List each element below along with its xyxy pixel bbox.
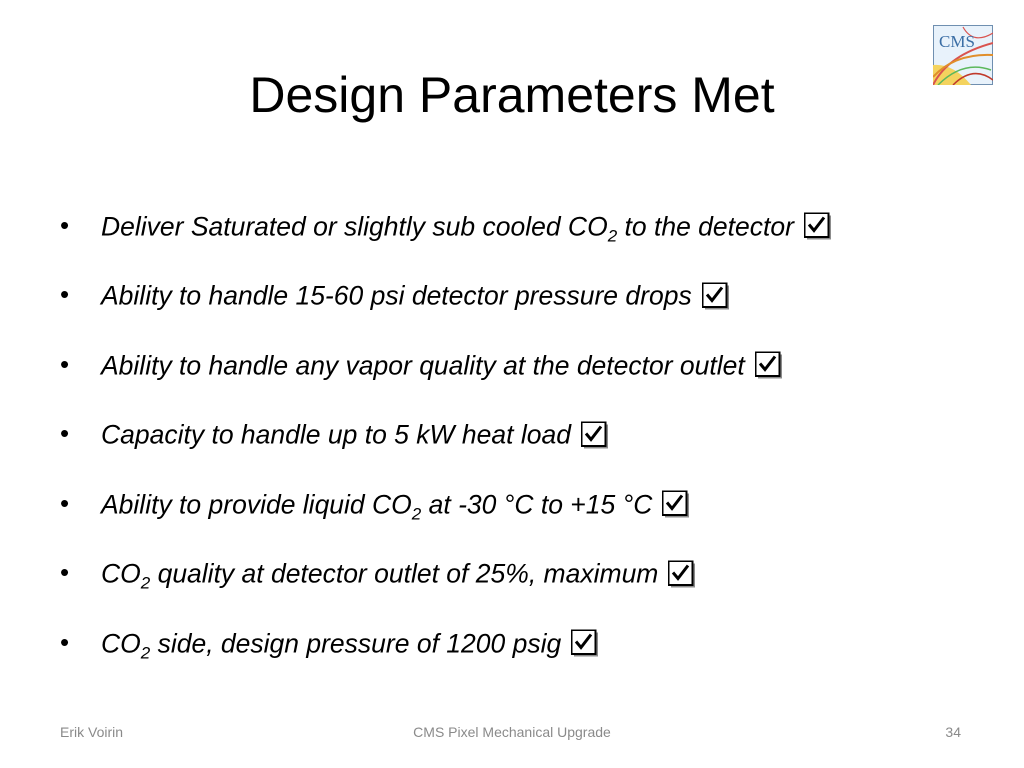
checkbox-checked-icon [571, 630, 597, 656]
bullet-text-part: CO [101, 558, 141, 589]
checkbox-checked-icon [668, 560, 694, 586]
bullet-text-part: Capacity to handle up to 5 kW heat load [101, 419, 571, 450]
bullet-text-part: CO [101, 628, 141, 659]
logo-text: CMS [939, 32, 975, 51]
bullet-item [60, 192, 1000, 262]
bullet-item [60, 540, 1000, 610]
bullet-text [101, 420, 607, 451]
checkbox-checked-icon [662, 491, 688, 517]
subscript: 2 [140, 643, 151, 663]
slide-title: Design Parameters Met [249, 67, 775, 123]
bullet-text-part: at -30 °C to +15 °C [421, 489, 653, 520]
bullet-text-part: to the detector [617, 211, 794, 242]
bullet-item [60, 262, 1000, 332]
bullet-item [60, 609, 1000, 679]
bullet-item [60, 401, 1000, 471]
bullet-item [60, 470, 1000, 540]
subscript: 2 [607, 226, 618, 246]
bullet-text-part: Ability to handle 15-60 psi detector pressure drops [101, 280, 692, 311]
checkbox-checked-icon [755, 352, 781, 378]
bullet-text-part: quality at detector outlet of 25%, maximum [150, 558, 659, 589]
bullet-text-part: Ability to provide liquid CO [101, 489, 412, 520]
bullet-text-part: Ability to handle any vapor quality at the detector outlet [101, 350, 745, 381]
checkbox-checked-icon [702, 282, 728, 308]
bullet-text [101, 489, 688, 524]
bullet-dot-icon: • [60, 487, 70, 518]
bullet-text [101, 350, 781, 381]
bullet-dot-icon: • [60, 209, 70, 240]
bullet-text [101, 281, 728, 312]
bullet-dot-icon: • [60, 348, 70, 379]
checkbox-checked-icon [804, 213, 830, 239]
bullet-item [60, 331, 1000, 401]
footer-page-number: 34 [945, 724, 961, 740]
bullet-dot-icon: • [60, 418, 70, 449]
footer-title: CMS Pixel Mechanical Upgrade [413, 724, 611, 740]
bullet-text-part: side, design pressure of 1200 psig [150, 628, 562, 659]
bullet-text [101, 558, 694, 593]
checkbox-checked-icon [581, 421, 607, 447]
bullet-text [101, 628, 597, 663]
bullet-list [60, 192, 1000, 679]
bullet-dot-icon: • [60, 557, 70, 588]
bullet-text [101, 211, 830, 246]
subscript: 2 [411, 504, 422, 524]
subscript: 2 [140, 573, 151, 593]
bullet-text-part: Deliver Saturated or slightly sub cooled CO [101, 211, 608, 242]
bullet-dot-icon: • [60, 279, 70, 310]
bullet-dot-icon: • [60, 626, 70, 657]
footer-author: Erik Voirin [60, 724, 124, 740]
